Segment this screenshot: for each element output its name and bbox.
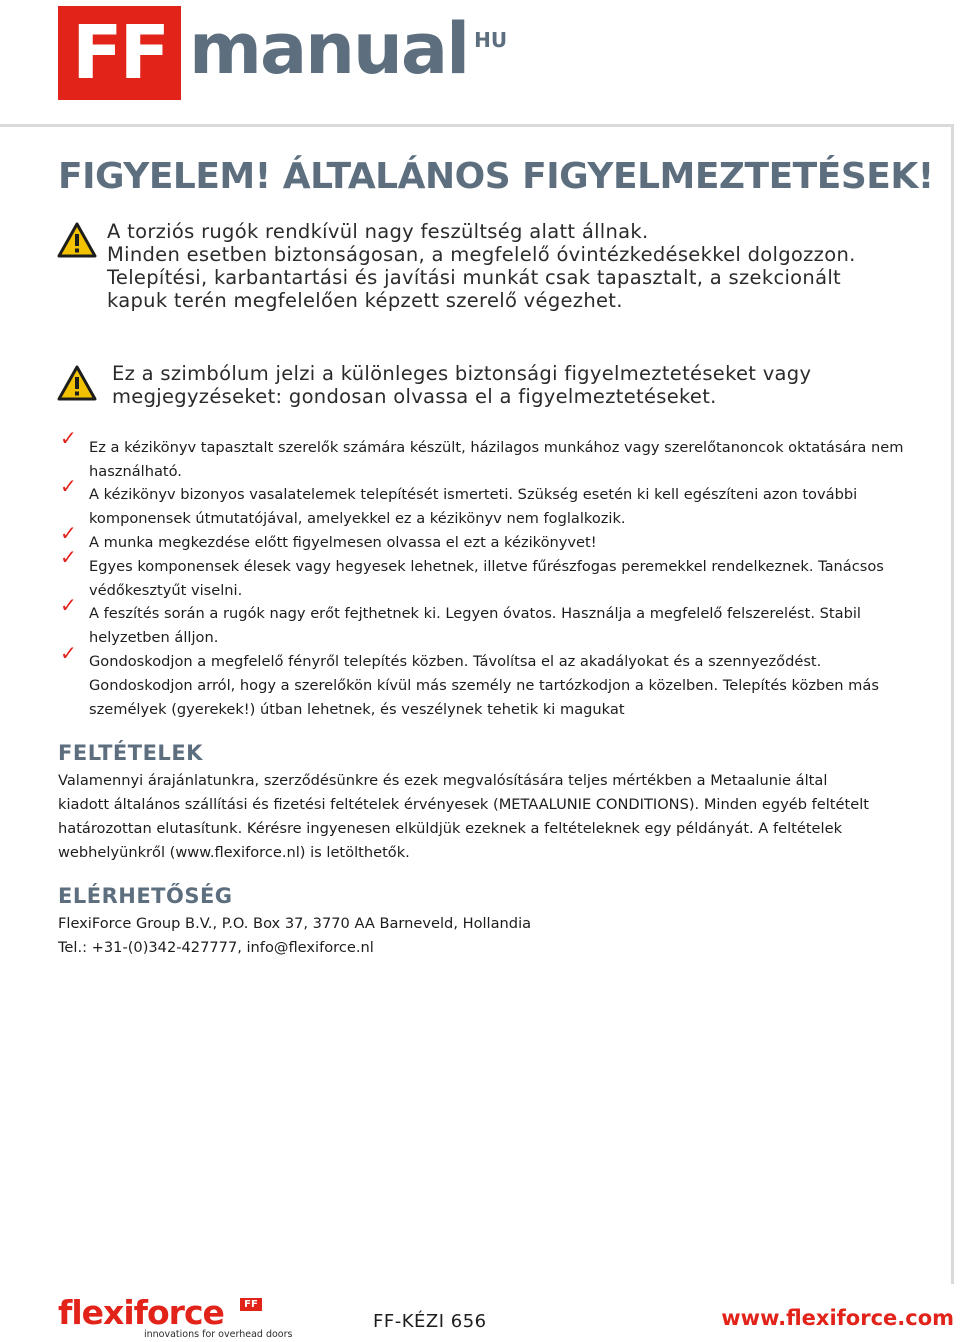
warning-line: Telepítési, karbantartási és javítási munkát csak tapasztalt, a szekcionált [107, 266, 841, 289]
conditions-line: kiadott általános szállítási és fizetési feltételek érvényesek (METAALUNIE CONDITIONS). Minden egyéb feltételt [58, 796, 869, 813]
checklist-line: Gondoskodjon arról, hogy a szerelőkön kívül más személy ne tartózkodjon a közelben. Telepítés közben más [89, 676, 879, 694]
checklist-line: Egyes komponensek élesek vagy hegyesek lehetnek, illetve fűrészfogas peremekkel rendelkeznek. Tanácsos [89, 558, 884, 575]
warning-line: megjegyzéseket: gondosan olvassa el a figyelmeztetéseket. [112, 385, 717, 408]
flexiforce-logo [58, 1293, 293, 1340]
checklist-item [89, 650, 879, 721]
checklist-line: használható. [89, 462, 182, 480]
conditions-line: Valamennyi árajánlatunkra, szerződésünkre és ezek megvalósítására teljes mértékben a Metaalunie által [58, 772, 828, 789]
conditions-line: határozottan elutasítunk. Kérésre ingyenesen elküldjük ezeknek a feltételeknek egy példányát. A feltételek [58, 820, 843, 837]
brand-name: flexiforce [58, 1293, 224, 1332]
warning-line: kapuk terén megfelelően képzett szerelő végezhet. [107, 289, 623, 312]
checkmark-icon: ✓ [60, 593, 77, 617]
warning-triangle-icon [57, 222, 97, 258]
warning-block-symbol-meaning [112, 362, 811, 408]
warning-triangle-icon [57, 365, 97, 401]
checklist-line: komponensek útmutatójával, amelyekkel ez a kézikönyv nem foglalkozik. [89, 509, 626, 527]
logo-manual-text: manual [189, 8, 469, 90]
contact-text [58, 912, 531, 960]
brand-badge: FF [240, 1298, 262, 1311]
logo-ff-block: FF [58, 6, 181, 100]
checklist-line: Ez a kézikönyv tapasztalt szerelők számára készült, házilagos munkához vagy szerelőtanoncok oktatására nem [89, 439, 904, 456]
brand-tagline: innovations for overhead doors [144, 1329, 293, 1340]
checklist-line: Gondoskodjon a megfelelő fényről telepítés közben. Távolítsa el az akadályokat és a szennyeződést. [89, 653, 822, 670]
contact-address: FlexiForce Group B.V., P.O. Box 37, 3770 AA Barneveld, Hollandia [58, 915, 532, 932]
checkmark-icon: ✓ [60, 545, 77, 569]
checklist-line: A kézikönyv bizonyos vasalatelemek telepítését ismerteti. Szükség esetén ki kell egészíteni azon további [89, 486, 858, 503]
checkmark-icon: ✓ [60, 474, 77, 498]
document-code: FF-KÉZI 656 [373, 1311, 487, 1332]
page-title: FIGYELEM! ÁLTALÁNOS FIGYELMEZTETÉSEK! [58, 156, 934, 197]
checklist-line: helyzetben álljon. [89, 628, 219, 646]
contact-heading: ELÉRHETŐSÉG [58, 884, 233, 908]
checkmark-icon: ✓ [60, 521, 77, 545]
checklist-line: A feszítés során a rugók nagy erőt fejthetnek ki. Legyen óvatos. Használja a megfelelő felszerelést. Stabil [89, 605, 861, 622]
contact-phone-email: Tel.: +31-(0)342-427777, info@flexiforce.nl [58, 939, 374, 956]
checklist-item [89, 602, 861, 650]
conditions-line: webhelyünkről (www.flexiforce.nl) is letölthetők. [58, 844, 410, 861]
conditions-text [58, 769, 869, 865]
checklist-line: személyek (gyerekek!) útban lehetnek, és veszélynek tehetik ki magukat [89, 700, 625, 718]
ff-manual-logo [58, 6, 507, 100]
checklist-item [89, 531, 597, 555]
warning-line: A torziós rugók rendkívül nagy feszültség alatt állnak. [107, 220, 649, 243]
checkmark-icon: ✓ [60, 426, 77, 450]
warning-block-torsion-springs [107, 220, 856, 312]
checklist-item [89, 555, 884, 603]
checklist-item [89, 483, 857, 531]
warning-line: Minden esetben biztonságosan, a megfelelő óvintézkedésekkel dolgozzon. [107, 243, 856, 266]
warning-line: Ez a szimbólum jelzi a különleges biztonsági figyelmeztetéseket vagy [112, 362, 812, 385]
conditions-heading: FELTÉTELEK [58, 741, 203, 765]
checklist-line: védőkesztyűt viselni. [89, 581, 243, 599]
checklist-line: A munka megkezdése előtt figyelmesen olvassa el ezt a kézikönyvet! [89, 534, 597, 551]
checklist-item [89, 436, 903, 484]
checkmark-icon: ✓ [60, 641, 77, 665]
logo-language-code: HU [474, 28, 508, 52]
website-link[interactable]: www.flexiforce.com [721, 1306, 954, 1330]
